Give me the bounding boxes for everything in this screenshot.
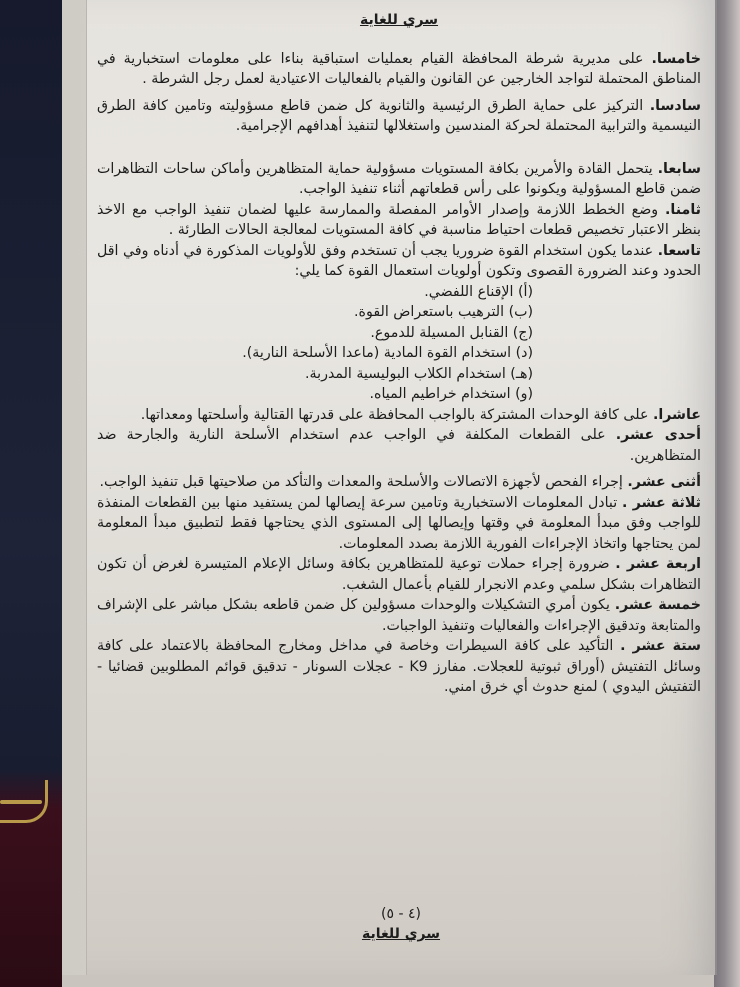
clause-label: عاشرا. (652, 406, 701, 423)
clause-11 (97, 425, 701, 466)
clause-label: تاسعا. (657, 242, 701, 259)
clause-9 (97, 241, 701, 282)
clause-label: ستة عشر . (620, 638, 702, 654)
force-priority-item: (ب) الترهيب باستعراض القوة. (354, 304, 533, 320)
clause-label: أثنى عشر. (627, 474, 701, 490)
page-footer (87, 904, 715, 944)
header-classification: سري للغاية (359, 12, 439, 28)
clause-5 (97, 49, 701, 90)
clause-label: أحدى عشر. (615, 427, 701, 443)
force-priority-item: (و) استخدام خراطيم المياه. (369, 386, 533, 402)
clause-8 (97, 200, 701, 241)
force-priority-item: (هـ) استخدام الكلاب البوليسية المدربة. (305, 365, 533, 382)
clause-text: التأكيد على كافة السيطرات وخاصة في مداخل ومخارج المحافظة بالاعتماد على كافة وسائل التفتيش (أوراق ثبوتية للعجلات. مفارز K9 - عجلات السونار - تدقيق قوائم المطلوبين قضائيا - التفتيش اليدوي ) لمنع حدوث أي خرق امني. (97, 638, 702, 695)
clause-6 (97, 96, 701, 137)
clause-15 (97, 595, 701, 636)
clause-text: عندما يكون استخدام القوة ضروريا يجب أن تستخدم وفق للأولويات المذكورة في أدناه وفي اقل الحدود وعند الضرورة القصوى وتكون أولويات استعمال القوة كما يلي: (97, 242, 701, 279)
document-body (97, 0, 701, 698)
clause-text: على مديرية شرطة المحافظة القيام بعمليات استباقية بناءا على معلومات استخبارية في المناطق المحتملة لتواجد الخارجين عن القانون والقيام بالفعاليات الاعتيادية لعمل رجل الشرطة . (97, 50, 701, 87)
clause-text: يكون أمري التشكيلات والوحدات مسؤولين كل ضمن قاطعه بشكل مباشر على الإشراف والمتابعة وتدقيق الإجراءات والفعاليات وتنفيذ الواجبات. (97, 597, 701, 634)
document-page (86, 0, 717, 975)
clause-10 (97, 405, 701, 426)
force-priority-item: (ج) القنابل المسيلة للدموع. (370, 324, 533, 341)
force-priority-list (97, 282, 701, 405)
clause-text: التركيز على حماية الطرق الرئيسية والثانوية كل ضمن قاطع مسؤوليته وتامين كافة الطرق النيسمية والترابية المحتملة لحركة المندسين واستغلالها لتنفيذ أهدافهم الإجرامية. (97, 97, 701, 134)
clause-text: يتحمل القادة والأمرين بكافة المستويات مسؤولية حماية المتظاهرين وأماكن ساحات التظاهرات ضمن قاطع المسؤولية ويكونوا على رأس قطعاتهم أثناء تنفيذ الواجب. (97, 160, 701, 197)
clause-text: ضرورة إجراء حملات توعية للمتظاهرين بكافة وسائل الإعلام المتيسرة لغرض أن تكون التظاهرات بشكل سلمي وعدم الانجرار للقيام بأعمال الشغب. (97, 556, 701, 593)
clause-label: ثلاثة عشر . (622, 494, 701, 511)
page-spine-shadow (714, 0, 740, 987)
clause-14 (97, 554, 701, 595)
clause-label: سابعا. (657, 160, 702, 177)
clause-text: إجراء الفحص لأجهزة الاتصالات والأسلحة والمعدات والتأكد من صلاحيتها قبل تنفيذ الواجب. (99, 474, 623, 490)
clause-text: وضع الخطط اللازمة وإصدار الأوامر المفصلة والممارسة عليها لضمان تنفيذ الواجب مع الاخذ بنظر الاعتبار تخصيص قطعات احتياط مناسبة في كافة المستويات لمعالجة الحالات الطارئة . (97, 201, 701, 238)
clause-label: ثامنا. (665, 201, 701, 218)
footer-classification: سري للغاية (361, 926, 441, 942)
clause-7 (97, 159, 701, 200)
clause-label: سادسا. (649, 97, 701, 114)
desk-background (0, 0, 70, 987)
clause-13 (97, 493, 701, 555)
force-priority-item: (د) استخدام القوة المادية (ماعدا الأسلحة النارية). (242, 345, 533, 361)
clause-label: اربعة عشر . (615, 556, 701, 572)
clause-text: تبادل المعلومات الاستخبارية وتامين سرعة إيصالها لمن يستفيد منها بين القطعات المنفذة للواجب وفق مبدأ المعلومة في وقتها وإيصالها إلى المستوى الذي يحتاجها فقط لتطبيق مبدأ المعلومة لمن يحتاجها واتخاذ الإجراءات الفورية اللازمة بصدد المعلومات. (97, 494, 701, 552)
clause-12 (97, 472, 701, 493)
clause-label: خامسا. (651, 50, 701, 67)
page-bottom-edge (62, 975, 714, 987)
gold-ornament-bar (0, 800, 42, 804)
clause-text: على كافة الوحدات المشتركة بالواجب المحافظة على قدرتها القتالية وأسلحتها ومعداتها. (140, 406, 649, 423)
force-priority-item: (أ) الإقناع اللفضي. (424, 283, 533, 300)
clause-text: على القطعات المكلفة في الواجب عدم استخدام الأسلحة النارية والجارحة ضد المتظاهرين. (97, 427, 701, 464)
clause-16 (97, 636, 701, 698)
clause-label: خمسة عشر. (614, 597, 701, 613)
page-number: (٤ - ٥) (381, 906, 421, 922)
